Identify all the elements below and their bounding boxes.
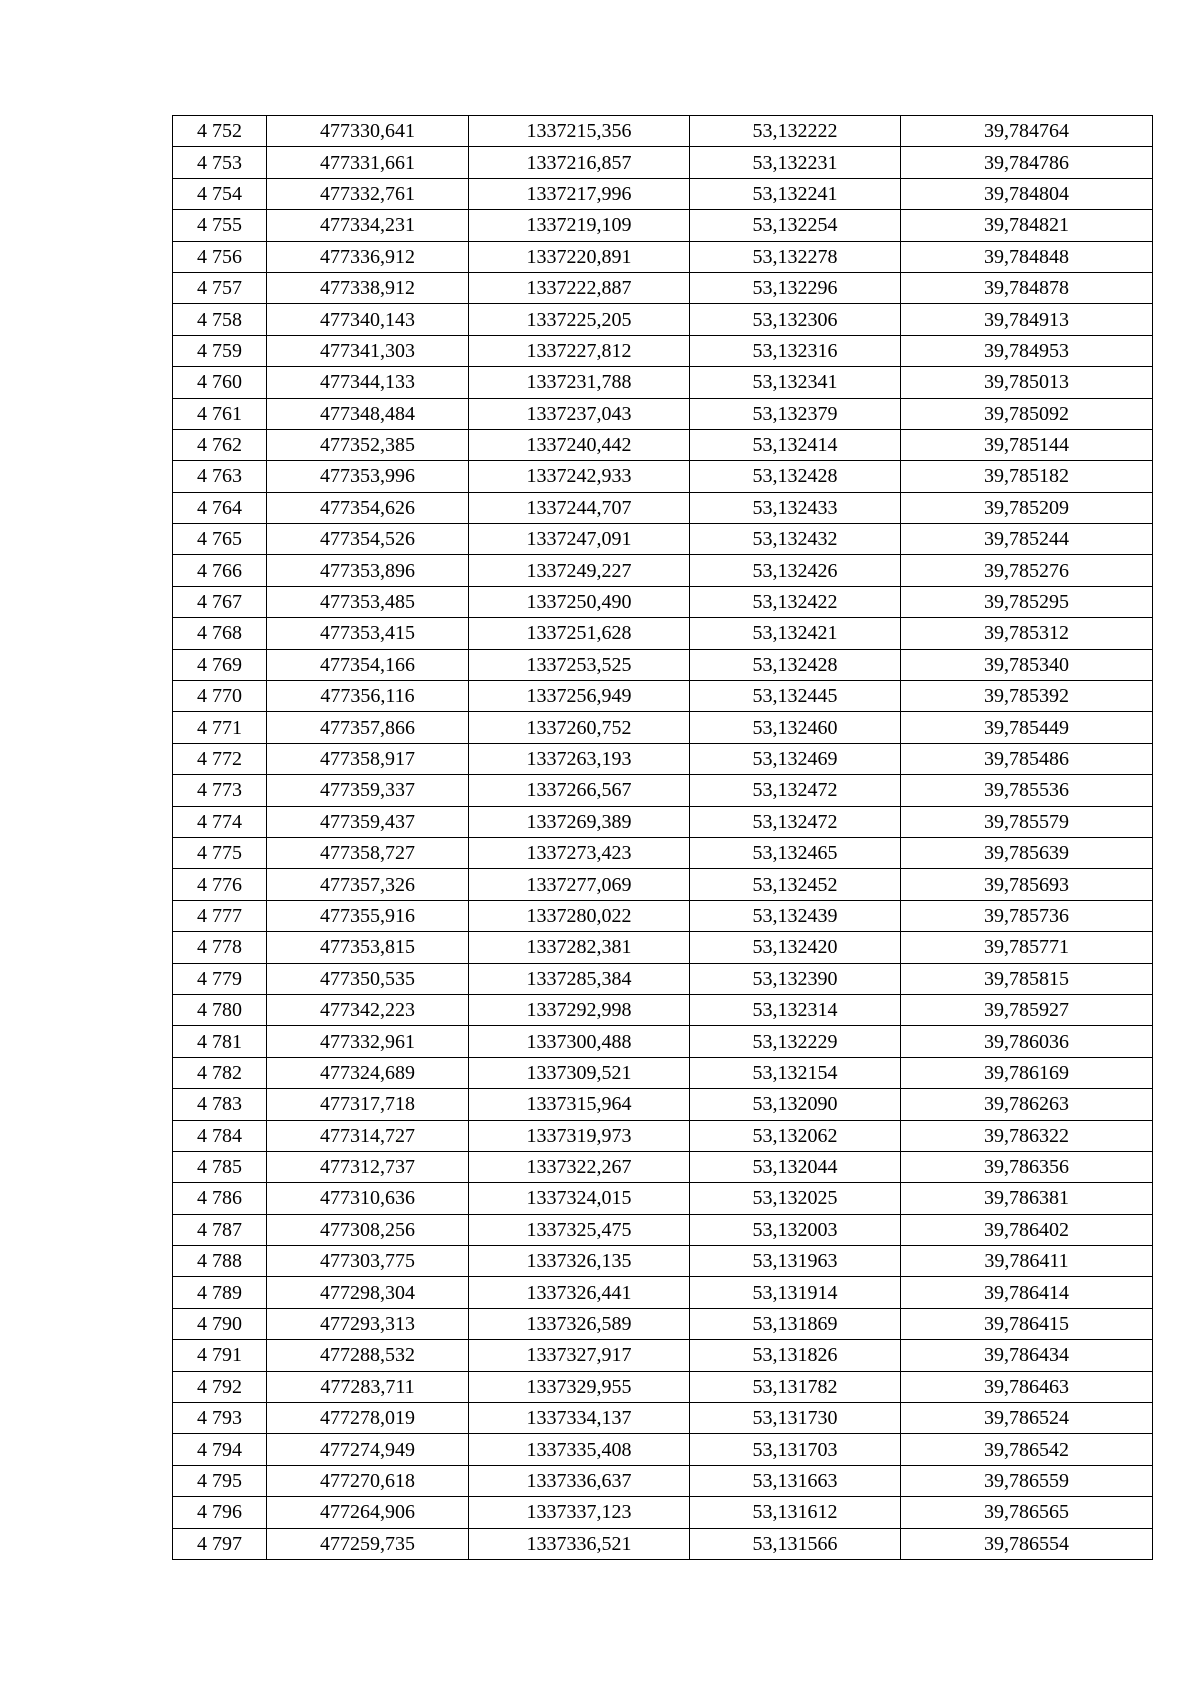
x-coordinate-cell: 477354,526	[267, 524, 469, 555]
table-row	[173, 994, 1153, 1025]
latitude-cell: 53,132432	[690, 524, 901, 555]
latitude-cell: 53,132472	[690, 806, 901, 837]
y-coordinate-cell: 1337326,135	[469, 1246, 690, 1277]
y-coordinate-cell: 1337322,267	[469, 1151, 690, 1182]
y-coordinate-cell: 1337329,955	[469, 1371, 690, 1402]
latitude-cell: 53,132414	[690, 429, 901, 460]
point-number-cell: 4 765	[173, 524, 267, 555]
y-coordinate-cell: 1337292,998	[469, 994, 690, 1025]
longitude-cell: 39,786542	[901, 1434, 1153, 1465]
table-row	[173, 932, 1153, 963]
table-row	[173, 1277, 1153, 1308]
y-coordinate-cell: 1337337,123	[469, 1497, 690, 1528]
y-coordinate-cell: 1337273,423	[469, 837, 690, 868]
longitude-cell: 39,786381	[901, 1183, 1153, 1214]
latitude-cell: 53,132420	[690, 932, 901, 963]
y-coordinate-cell: 1337217,996	[469, 178, 690, 209]
point-number-cell: 4 775	[173, 837, 267, 868]
point-number-cell: 4 769	[173, 649, 267, 680]
y-coordinate-cell: 1337220,891	[469, 241, 690, 272]
point-number-cell: 4 776	[173, 869, 267, 900]
longitude-cell: 39,786414	[901, 1277, 1153, 1308]
point-number-cell: 4 781	[173, 1026, 267, 1057]
y-coordinate-cell: 1337334,137	[469, 1403, 690, 1434]
x-coordinate-cell: 477314,727	[267, 1120, 469, 1151]
latitude-cell: 53,132341	[690, 367, 901, 398]
table-row	[173, 304, 1153, 335]
latitude-cell: 53,132421	[690, 618, 901, 649]
coordinates-table	[172, 115, 1153, 1560]
latitude-cell: 53,131730	[690, 1403, 901, 1434]
latitude-cell: 53,131963	[690, 1246, 901, 1277]
latitude-cell: 53,132316	[690, 335, 901, 366]
point-number-cell: 4 790	[173, 1308, 267, 1339]
y-coordinate-cell: 1337260,752	[469, 712, 690, 743]
table-row	[173, 1308, 1153, 1339]
longitude-cell: 39,786322	[901, 1120, 1153, 1151]
x-coordinate-cell: 477353,485	[267, 586, 469, 617]
longitude-cell: 39,785092	[901, 398, 1153, 429]
longitude-cell: 39,785209	[901, 492, 1153, 523]
point-number-cell: 4 767	[173, 586, 267, 617]
y-coordinate-cell: 1337251,628	[469, 618, 690, 649]
table-row	[173, 618, 1153, 649]
latitude-cell: 53,132296	[690, 272, 901, 303]
y-coordinate-cell: 1337319,973	[469, 1120, 690, 1151]
longitude-cell: 39,785244	[901, 524, 1153, 555]
latitude-cell: 53,132469	[690, 743, 901, 774]
point-number-cell: 4 759	[173, 335, 267, 366]
point-number-cell: 4 783	[173, 1089, 267, 1120]
longitude-cell: 39,785693	[901, 869, 1153, 900]
point-number-cell: 4 796	[173, 1497, 267, 1528]
latitude-cell: 53,132422	[690, 586, 901, 617]
x-coordinate-cell: 477332,761	[267, 178, 469, 209]
x-coordinate-cell: 477348,484	[267, 398, 469, 429]
y-coordinate-cell: 1337225,205	[469, 304, 690, 335]
latitude-cell: 53,132278	[690, 241, 901, 272]
point-number-cell: 4 795	[173, 1465, 267, 1496]
table-row	[173, 178, 1153, 209]
x-coordinate-cell: 477270,618	[267, 1465, 469, 1496]
table-row	[173, 649, 1153, 680]
table-row	[173, 712, 1153, 743]
y-coordinate-cell: 1337315,964	[469, 1089, 690, 1120]
x-coordinate-cell: 477358,917	[267, 743, 469, 774]
latitude-cell: 53,132426	[690, 555, 901, 586]
latitude-cell: 53,132472	[690, 775, 901, 806]
longitude-cell: 39,786169	[901, 1057, 1153, 1088]
latitude-cell: 53,132044	[690, 1151, 901, 1182]
point-number-cell: 4 786	[173, 1183, 267, 1214]
table-row	[173, 147, 1153, 178]
latitude-cell: 53,132379	[690, 398, 901, 429]
y-coordinate-cell: 1337327,917	[469, 1340, 690, 1371]
longitude-cell: 39,785771	[901, 932, 1153, 963]
y-coordinate-cell: 1337242,933	[469, 461, 690, 492]
x-coordinate-cell: 477353,415	[267, 618, 469, 649]
y-coordinate-cell: 1337222,887	[469, 272, 690, 303]
x-coordinate-cell: 477278,019	[267, 1403, 469, 1434]
y-coordinate-cell: 1337269,389	[469, 806, 690, 837]
table-row	[173, 1497, 1153, 1528]
longitude-cell: 39,785144	[901, 429, 1153, 460]
x-coordinate-cell: 477358,727	[267, 837, 469, 868]
point-number-cell: 4 784	[173, 1120, 267, 1151]
longitude-cell: 39,785736	[901, 900, 1153, 931]
table-row	[173, 743, 1153, 774]
latitude-cell: 53,132314	[690, 994, 901, 1025]
latitude-cell: 53,132241	[690, 178, 901, 209]
longitude-cell: 39,785182	[901, 461, 1153, 492]
y-coordinate-cell: 1337300,488	[469, 1026, 690, 1057]
table-row	[173, 555, 1153, 586]
y-coordinate-cell: 1337309,521	[469, 1057, 690, 1088]
latitude-cell: 53,131612	[690, 1497, 901, 1528]
table-row	[173, 116, 1153, 147]
longitude-cell: 39,786524	[901, 1403, 1153, 1434]
point-number-cell: 4 778	[173, 932, 267, 963]
x-coordinate-cell: 477288,532	[267, 1340, 469, 1371]
x-coordinate-cell: 477357,866	[267, 712, 469, 743]
point-number-cell: 4 753	[173, 147, 267, 178]
x-coordinate-cell: 477283,711	[267, 1371, 469, 1402]
longitude-cell: 39,786554	[901, 1528, 1153, 1559]
latitude-cell: 53,131703	[690, 1434, 901, 1465]
y-coordinate-cell: 1337326,441	[469, 1277, 690, 1308]
latitude-cell: 53,132154	[690, 1057, 901, 1088]
latitude-cell: 53,132445	[690, 681, 901, 712]
table-row	[173, 1403, 1153, 1434]
latitude-cell: 53,132090	[690, 1089, 901, 1120]
longitude-cell: 39,786559	[901, 1465, 1153, 1496]
table-row	[173, 900, 1153, 931]
latitude-cell: 53,131663	[690, 1465, 901, 1496]
x-coordinate-cell: 477359,437	[267, 806, 469, 837]
table-row	[173, 1151, 1153, 1182]
point-number-cell: 4 789	[173, 1277, 267, 1308]
point-number-cell: 4 787	[173, 1214, 267, 1245]
longitude-cell: 39,786263	[901, 1089, 1153, 1120]
latitude-cell: 53,132231	[690, 147, 901, 178]
point-number-cell: 4 755	[173, 210, 267, 241]
y-coordinate-cell: 1337240,442	[469, 429, 690, 460]
longitude-cell: 39,785392	[901, 681, 1153, 712]
x-coordinate-cell: 477312,737	[267, 1151, 469, 1182]
point-number-cell: 4 777	[173, 900, 267, 931]
y-coordinate-cell: 1337216,857	[469, 147, 690, 178]
point-number-cell: 4 758	[173, 304, 267, 335]
table-row	[173, 492, 1153, 523]
latitude-cell: 53,131782	[690, 1371, 901, 1402]
x-coordinate-cell: 477332,961	[267, 1026, 469, 1057]
latitude-cell: 53,131566	[690, 1528, 901, 1559]
table-row	[173, 1246, 1153, 1277]
latitude-cell: 53,132229	[690, 1026, 901, 1057]
x-coordinate-cell: 477353,815	[267, 932, 469, 963]
longitude-cell: 39,785486	[901, 743, 1153, 774]
latitude-cell: 53,132428	[690, 649, 901, 680]
point-number-cell: 4 779	[173, 963, 267, 994]
point-number-cell: 4 794	[173, 1434, 267, 1465]
longitude-cell: 39,786434	[901, 1340, 1153, 1371]
x-coordinate-cell: 477340,143	[267, 304, 469, 335]
table-row	[173, 681, 1153, 712]
y-coordinate-cell: 1337219,109	[469, 210, 690, 241]
point-number-cell: 4 754	[173, 178, 267, 209]
point-number-cell: 4 756	[173, 241, 267, 272]
x-coordinate-cell: 477356,116	[267, 681, 469, 712]
point-number-cell: 4 763	[173, 461, 267, 492]
table-row	[173, 241, 1153, 272]
point-number-cell: 4 791	[173, 1340, 267, 1371]
table-row	[173, 429, 1153, 460]
y-coordinate-cell: 1337237,043	[469, 398, 690, 429]
x-coordinate-cell: 477355,916	[267, 900, 469, 931]
table-row	[173, 1340, 1153, 1371]
latitude-cell: 53,132465	[690, 837, 901, 868]
point-number-cell: 4 760	[173, 367, 267, 398]
latitude-cell: 53,132439	[690, 900, 901, 931]
point-number-cell: 4 766	[173, 555, 267, 586]
point-number-cell: 4 764	[173, 492, 267, 523]
x-coordinate-cell: 477352,385	[267, 429, 469, 460]
coordinates-table-body	[173, 116, 1153, 1560]
latitude-cell: 53,132460	[690, 712, 901, 743]
longitude-cell: 39,785815	[901, 963, 1153, 994]
x-coordinate-cell: 477353,996	[267, 461, 469, 492]
x-coordinate-cell: 477274,949	[267, 1434, 469, 1465]
longitude-cell: 39,785639	[901, 837, 1153, 868]
longitude-cell: 39,785276	[901, 555, 1153, 586]
table-row	[173, 335, 1153, 366]
y-coordinate-cell: 1337336,637	[469, 1465, 690, 1496]
longitude-cell: 39,785295	[901, 586, 1153, 617]
latitude-cell: 53,132433	[690, 492, 901, 523]
longitude-cell: 39,786565	[901, 1497, 1153, 1528]
y-coordinate-cell: 1337324,015	[469, 1183, 690, 1214]
x-coordinate-cell: 477354,626	[267, 492, 469, 523]
y-coordinate-cell: 1337335,408	[469, 1434, 690, 1465]
table-row	[173, 775, 1153, 806]
x-coordinate-cell: 477259,735	[267, 1528, 469, 1559]
x-coordinate-cell: 477330,641	[267, 116, 469, 147]
y-coordinate-cell: 1337336,521	[469, 1528, 690, 1559]
x-coordinate-cell: 477354,166	[267, 649, 469, 680]
point-number-cell: 4 797	[173, 1528, 267, 1559]
latitude-cell: 53,132254	[690, 210, 901, 241]
longitude-cell: 39,786356	[901, 1151, 1153, 1182]
longitude-cell: 39,786411	[901, 1246, 1153, 1277]
y-coordinate-cell: 1337253,525	[469, 649, 690, 680]
y-coordinate-cell: 1337256,949	[469, 681, 690, 712]
point-number-cell: 4 752	[173, 116, 267, 147]
x-coordinate-cell: 477331,661	[267, 147, 469, 178]
x-coordinate-cell: 477317,718	[267, 1089, 469, 1120]
longitude-cell: 39,784786	[901, 147, 1153, 178]
x-coordinate-cell: 477334,231	[267, 210, 469, 241]
point-number-cell: 4 770	[173, 681, 267, 712]
point-number-cell: 4 780	[173, 994, 267, 1025]
table-row	[173, 367, 1153, 398]
longitude-cell: 39,784804	[901, 178, 1153, 209]
y-coordinate-cell: 1337280,022	[469, 900, 690, 931]
latitude-cell: 53,132306	[690, 304, 901, 335]
table-row	[173, 1120, 1153, 1151]
table-row	[173, 806, 1153, 837]
table-row	[173, 1089, 1153, 1120]
point-number-cell: 4 761	[173, 398, 267, 429]
point-number-cell: 4 774	[173, 806, 267, 837]
table-row	[173, 1214, 1153, 1245]
x-coordinate-cell: 477357,326	[267, 869, 469, 900]
latitude-cell: 53,132222	[690, 116, 901, 147]
x-coordinate-cell: 477338,912	[267, 272, 469, 303]
table-row	[173, 461, 1153, 492]
y-coordinate-cell: 1337285,384	[469, 963, 690, 994]
y-coordinate-cell: 1337244,707	[469, 492, 690, 523]
latitude-cell: 53,132003	[690, 1214, 901, 1245]
latitude-cell: 53,131826	[690, 1340, 901, 1371]
table-row	[173, 1371, 1153, 1402]
table-row	[173, 869, 1153, 900]
y-coordinate-cell: 1337325,475	[469, 1214, 690, 1245]
longitude-cell: 39,786036	[901, 1026, 1153, 1057]
table-row	[173, 1465, 1153, 1496]
y-coordinate-cell: 1337250,490	[469, 586, 690, 617]
longitude-cell: 39,786463	[901, 1371, 1153, 1402]
table-row	[173, 1183, 1153, 1214]
table-row	[173, 1434, 1153, 1465]
latitude-cell: 53,131869	[690, 1308, 901, 1339]
longitude-cell: 39,785927	[901, 994, 1153, 1025]
x-coordinate-cell: 477336,912	[267, 241, 469, 272]
y-coordinate-cell: 1337249,227	[469, 555, 690, 586]
longitude-cell: 39,785579	[901, 806, 1153, 837]
y-coordinate-cell: 1337277,069	[469, 869, 690, 900]
longitude-cell: 39,784848	[901, 241, 1153, 272]
latitude-cell: 53,132390	[690, 963, 901, 994]
point-number-cell: 4 768	[173, 618, 267, 649]
y-coordinate-cell: 1337215,356	[469, 116, 690, 147]
x-coordinate-cell: 477359,337	[267, 775, 469, 806]
x-coordinate-cell: 477350,535	[267, 963, 469, 994]
longitude-cell: 39,786402	[901, 1214, 1153, 1245]
y-coordinate-cell: 1337247,091	[469, 524, 690, 555]
point-number-cell: 4 792	[173, 1371, 267, 1402]
table-row	[173, 586, 1153, 617]
point-number-cell: 4 757	[173, 272, 267, 303]
longitude-cell: 39,784878	[901, 272, 1153, 303]
table-row	[173, 837, 1153, 868]
longitude-cell: 39,784821	[901, 210, 1153, 241]
y-coordinate-cell: 1337231,788	[469, 367, 690, 398]
point-number-cell: 4 788	[173, 1246, 267, 1277]
table-row	[173, 1057, 1153, 1088]
x-coordinate-cell: 477324,689	[267, 1057, 469, 1088]
latitude-cell: 53,132062	[690, 1120, 901, 1151]
x-coordinate-cell: 477341,303	[267, 335, 469, 366]
table-row	[173, 398, 1153, 429]
x-coordinate-cell: 477298,304	[267, 1277, 469, 1308]
x-coordinate-cell: 477344,133	[267, 367, 469, 398]
point-number-cell: 4 785	[173, 1151, 267, 1182]
y-coordinate-cell: 1337227,812	[469, 335, 690, 366]
point-number-cell: 4 782	[173, 1057, 267, 1088]
longitude-cell: 39,785449	[901, 712, 1153, 743]
longitude-cell: 39,785340	[901, 649, 1153, 680]
point-number-cell: 4 772	[173, 743, 267, 774]
point-number-cell: 4 793	[173, 1403, 267, 1434]
x-coordinate-cell: 477293,313	[267, 1308, 469, 1339]
x-coordinate-cell: 477308,256	[267, 1214, 469, 1245]
table-row	[173, 210, 1153, 241]
y-coordinate-cell: 1337263,193	[469, 743, 690, 774]
longitude-cell: 39,785536	[901, 775, 1153, 806]
point-number-cell: 4 773	[173, 775, 267, 806]
y-coordinate-cell: 1337266,567	[469, 775, 690, 806]
latitude-cell: 53,132025	[690, 1183, 901, 1214]
longitude-cell: 39,784953	[901, 335, 1153, 366]
longitude-cell: 39,785312	[901, 618, 1153, 649]
longitude-cell: 39,784913	[901, 304, 1153, 335]
y-coordinate-cell: 1337326,589	[469, 1308, 690, 1339]
table-row	[173, 1528, 1153, 1559]
latitude-cell: 53,132428	[690, 461, 901, 492]
table-row	[173, 524, 1153, 555]
x-coordinate-cell: 477303,775	[267, 1246, 469, 1277]
table-row	[173, 272, 1153, 303]
latitude-cell: 53,132452	[690, 869, 901, 900]
point-number-cell: 4 762	[173, 429, 267, 460]
latitude-cell: 53,131914	[690, 1277, 901, 1308]
table-row	[173, 1026, 1153, 1057]
longitude-cell: 39,785013	[901, 367, 1153, 398]
table-row	[173, 963, 1153, 994]
x-coordinate-cell: 477353,896	[267, 555, 469, 586]
longitude-cell: 39,786415	[901, 1308, 1153, 1339]
longitude-cell: 39,784764	[901, 116, 1153, 147]
point-number-cell: 4 771	[173, 712, 267, 743]
x-coordinate-cell: 477264,906	[267, 1497, 469, 1528]
y-coordinate-cell: 1337282,381	[469, 932, 690, 963]
x-coordinate-cell: 477310,636	[267, 1183, 469, 1214]
x-coordinate-cell: 477342,223	[267, 994, 469, 1025]
